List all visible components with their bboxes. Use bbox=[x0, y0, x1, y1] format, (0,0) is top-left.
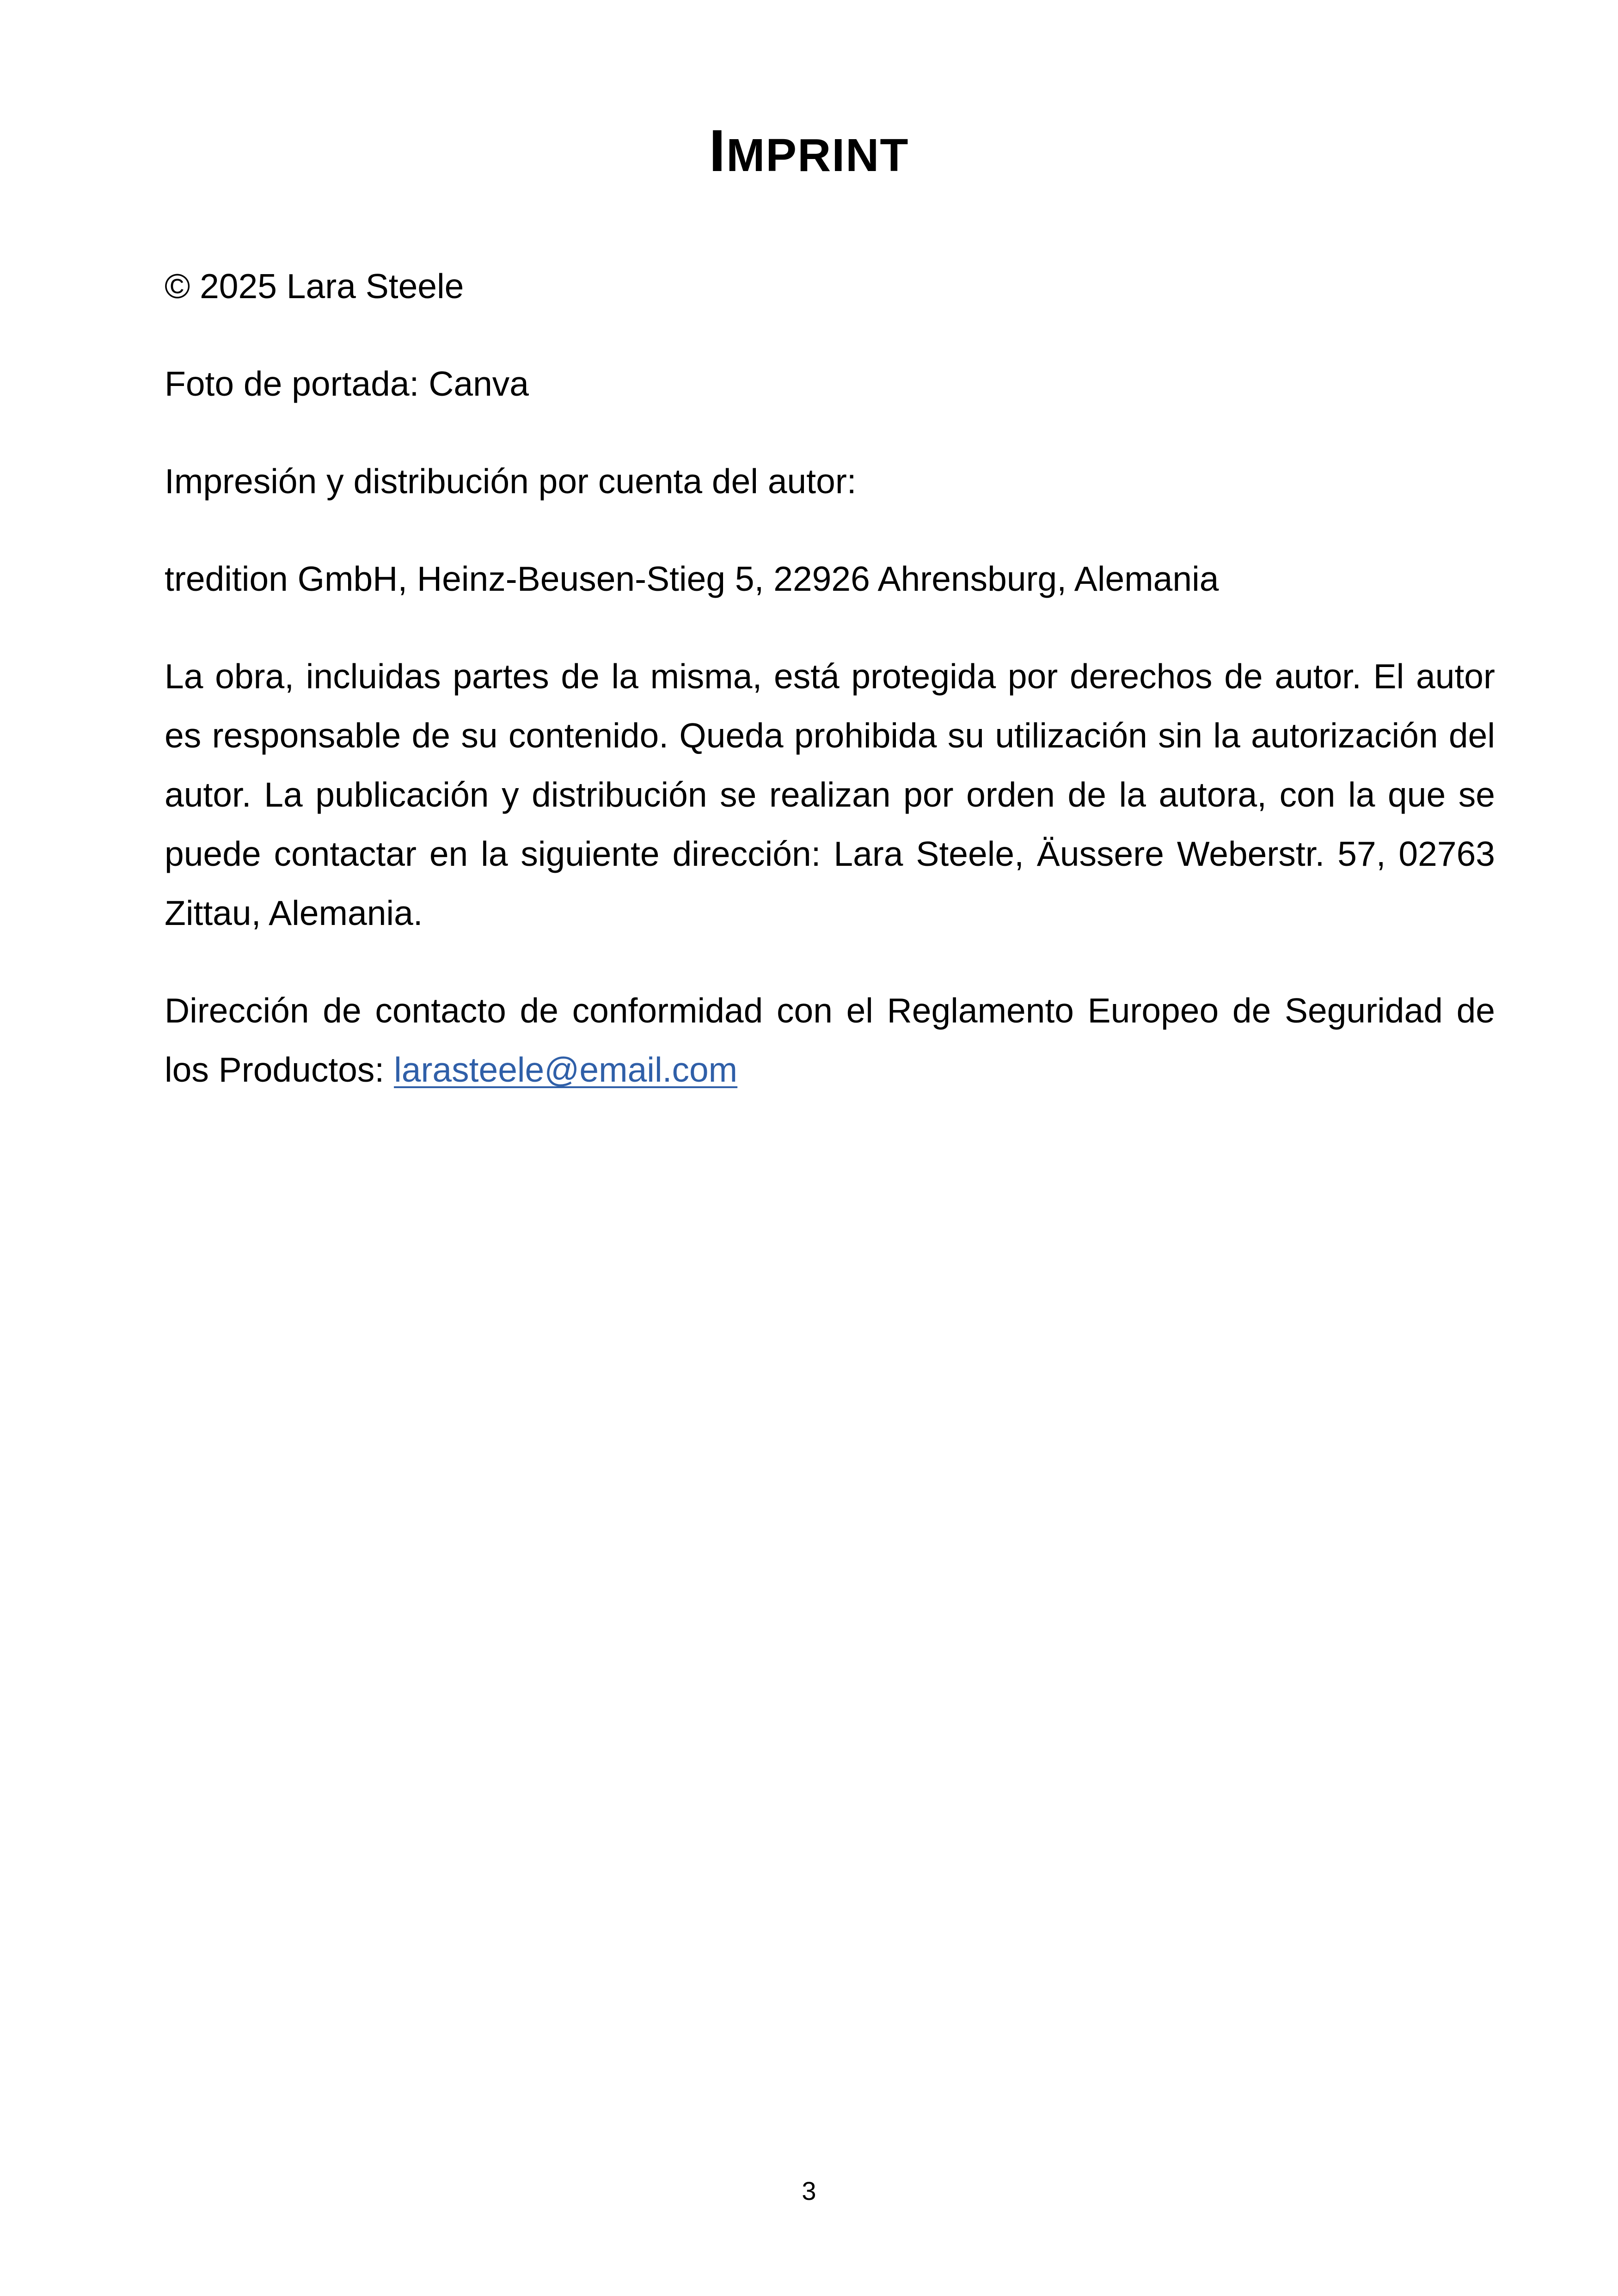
publisher-address: tredition GmbH, Heinz-Beusen-Stieg 5, 22926 Ahrensburg, Alemania bbox=[165, 559, 1219, 598]
page-number: 3 bbox=[802, 2176, 816, 2205]
contact-text: Dirección de contacto de conformidad con el Reglamento Europeo de Seguridad de los Productos: bbox=[165, 991, 1495, 1089]
imprint-content bbox=[165, 257, 1495, 1138]
page-title-rest: MPRINT bbox=[726, 129, 909, 181]
contact-paragraph bbox=[165, 981, 1495, 1099]
cover-photo-credit: Foto de portada: Canva bbox=[165, 364, 529, 403]
copyright-notice: La obra, incluidas partes de la misma, está protegida por derechos de autor. El autor es responsable de su contenido. Queda prohibida su utilización sin la autorización del autor. La publicación y distribución se realizan por orden de la autora, con la que se puede contactar en la siguiente dirección: Lara Steele, Äussere Weberstr. 57, 02763 Zittau, Alemania. bbox=[165, 657, 1495, 932]
copyright-line: © 2025 Lara Steele bbox=[165, 267, 464, 306]
page-title-initial: I bbox=[709, 118, 727, 184]
contact-email-link[interactable]: larasteele@email.com bbox=[394, 1050, 738, 1089]
printing-distribution-line: Impresión y distribución por cuenta del autor: bbox=[165, 462, 857, 501]
page-title bbox=[0, 118, 1618, 185]
